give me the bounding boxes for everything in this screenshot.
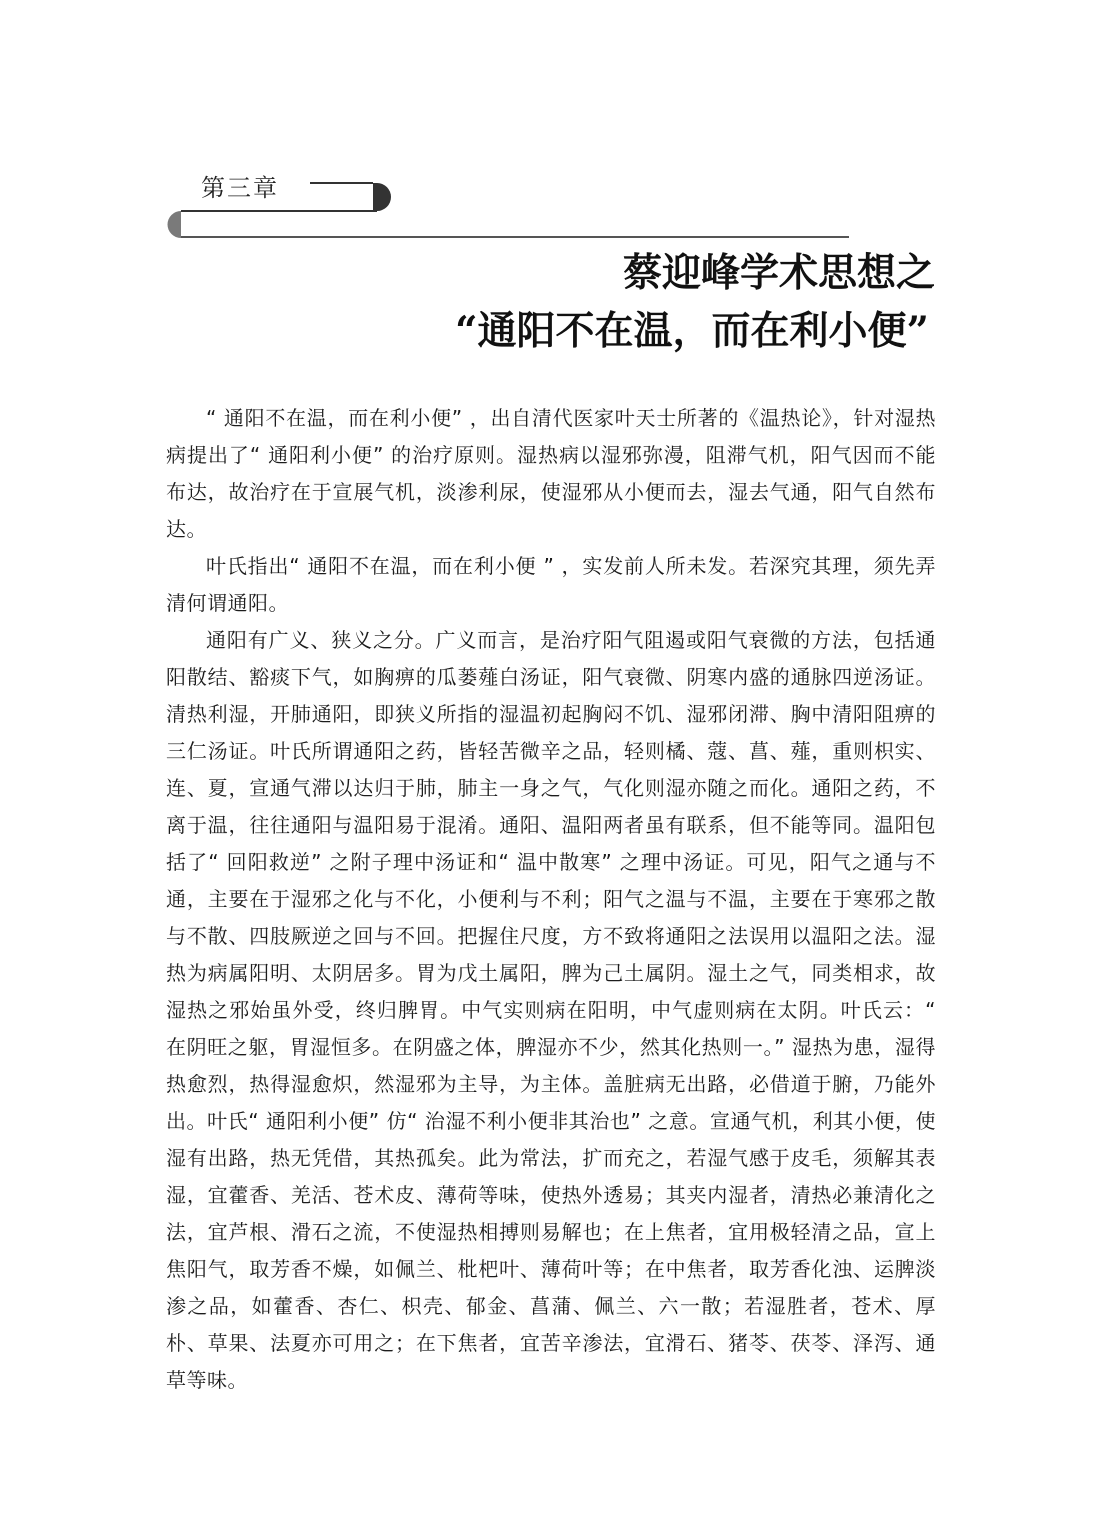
paragraph: 叶氏指出“ 通阳不在温，而在利小便 ” ，实发前人所未发。若深究其理，须先弄清何谓通阳。: [166, 554, 936, 615]
paragraph: 通阳有广义、狭义之分。广义而言，是治疗阳气阻遏或阳气衰微的方法，包括通阳散结、豁痰下气，如胸痹的瓜蒌薤白汤证，阳气衰微、阴寒内盛的通脉四逆汤证。清热利湿，开肺通阳，即狭义所指的湿温初起胸闷不饥、湿邪闭滞、胸中清阳阻痹的三仁汤证。叶氏所谓通阳之药，皆轻苦微辛之品，轻则橘、蔻、菖、薤，重则枳实、连、夏，宣通气滞以达归于肺，肺主一身之气，气化则湿亦随之而化。通阳之药，不离于温，往往通阳与温阳易于混淆。通阳、温阳两者虽有联系，但不能等同。温阳包括了“ 回阳救逆” 之附子理中汤证和“ 温中散寒” 之理中汤证。可见，阳气之通与不通，主要在于湿邪之化与不化，小便利与不利；阳气之温与不温，主要在于寒邪之散与不散、四肢厥逆之回与不回。把握住尺度，方不致将通阳之法误用以温阳之法。湿热为病属阳明、太阴居多。胃为戊土属阳，脾为己土属阴。湿土之气，同类相求，故湿热之邪始虽外受，终归脾胃。中气实则病在阳明，中气虚则病在太阴。叶氏云：“ 在阴旺之躯，胃湿恒多。在阴盛之体，脾湿亦不少，然其化热则一。” 湿热为患，湿得热愈烈，热得湿愈炽，然湿邪为主导，为主体。盖脏病无出路，必借道于腑，乃能外出。叶氏“ 通阳利小便” 仿“ 治湿不利小便非其治也” 之意。宣通气机，利其小便，使湿有出路，热无凭借，其热孤矣。此为常法，扩而充之，若湿气感于皮毛，须解其表湿，宜藿香、羌活、苍术皮、薄荷等味，使热外透易；其夹内湿者，清热必兼清化之法，宜芦根、滑石之流，不使湿热相搏则易解也；在上焦者，宜用极轻清之品，宣上焦阳气，取芳香不燥，如佩兰、枇杷叶、薄荷叶等；在中焦者，取芳香化浊、运脾淡渗之品，如藿香、杏仁、枳壳、郁金、菖蒲、佩兰、六一散；若湿胜者，苍术、厚朴、草果、法夏亦可用之；在下焦者，宜苦辛渗法，宜滑石、猪苓、茯苓、泽泻、通草等味。: [166, 628, 936, 1392]
title-line-2: “通阳不在温，而在利小便”: [455, 308, 929, 354]
title-line-1: 蔡迎峰学术思想之: [622, 250, 935, 296]
body-text: [166, 400, 936, 1399]
chapter-header: [165, 168, 855, 248]
chapter-title: [455, 244, 935, 360]
paragraph: “ 通阳不在温，而在利小便” ，出自清代医家叶天士所著的《温热论》，针对湿热病提出了“ 通阳利小便” 的治疗原则。湿热病以湿邪弥漫，阻滞气机，阳气因而不能布达，故治疗在于宣展气机，淡渗利尿，使湿邪从小便而去，湿去气通，阳气自然布达。: [166, 406, 936, 541]
chapter-label: 第三章: [201, 174, 279, 202]
